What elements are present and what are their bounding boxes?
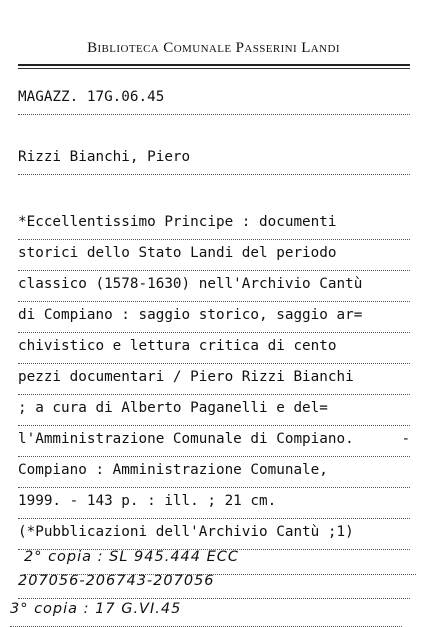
shelfmark	[18, 88, 410, 115]
description-text: 1999. - 143 p. : ill. ; 21 cm.	[18, 493, 277, 509]
header-rule-top	[18, 64, 410, 66]
description-line	[18, 430, 410, 457]
description-line	[18, 399, 410, 426]
description-line	[18, 461, 410, 488]
handwritten-text: 207056-206743-207056	[18, 573, 215, 589]
shelfmark-text: MAGAZZ. 17G.06.45	[18, 89, 165, 105]
author-heading	[18, 148, 410, 175]
header-rule-bottom	[18, 68, 410, 69]
description-text: ; a cura di Alberto Paganelli e del=	[18, 400, 328, 416]
description-text: pezzi documentari / Piero Rizzi Bianchi	[18, 369, 354, 385]
handwritten-copy3	[10, 600, 402, 627]
description-line	[18, 337, 410, 364]
description-line	[18, 523, 410, 550]
handwritten-inventory	[18, 572, 410, 599]
description-text: storici dello Stato Landi del periodo	[18, 245, 337, 261]
description-line	[18, 492, 410, 519]
description-text: di Compiano : saggio storico, saggio ar=	[18, 307, 363, 323]
description-line	[18, 244, 410, 271]
description-text: Compiano : Amministrazione Comunale,	[18, 462, 328, 478]
handwritten-copy2	[24, 548, 416, 575]
author-text: Rizzi Bianchi, Piero	[18, 149, 191, 165]
description-line	[18, 213, 410, 240]
library-name: Biblioteca Comunale Passerini Landi	[87, 40, 340, 56]
description-line	[18, 368, 410, 395]
handwritten-text: 3° copia : 17 G.VI.45	[10, 601, 182, 617]
description-line	[18, 275, 410, 302]
description-text: l'Amministrazione Comunale di Compiano.	[18, 431, 354, 447]
handwritten-text: 2° copia : SL 945.444 ECC	[24, 549, 240, 565]
description-text: classico (1578-1630) nell'Archivio Cantù	[18, 276, 363, 292]
description-line	[18, 306, 410, 333]
description-text: *Eccellentissimo Principe : documenti	[18, 214, 337, 230]
description-text: chivistico e lettura critica di cento	[18, 338, 337, 354]
description-text: (*Pubblicazioni dell'Archivio Cantù ;1)	[18, 524, 354, 540]
margin-mark: -	[401, 431, 410, 447]
